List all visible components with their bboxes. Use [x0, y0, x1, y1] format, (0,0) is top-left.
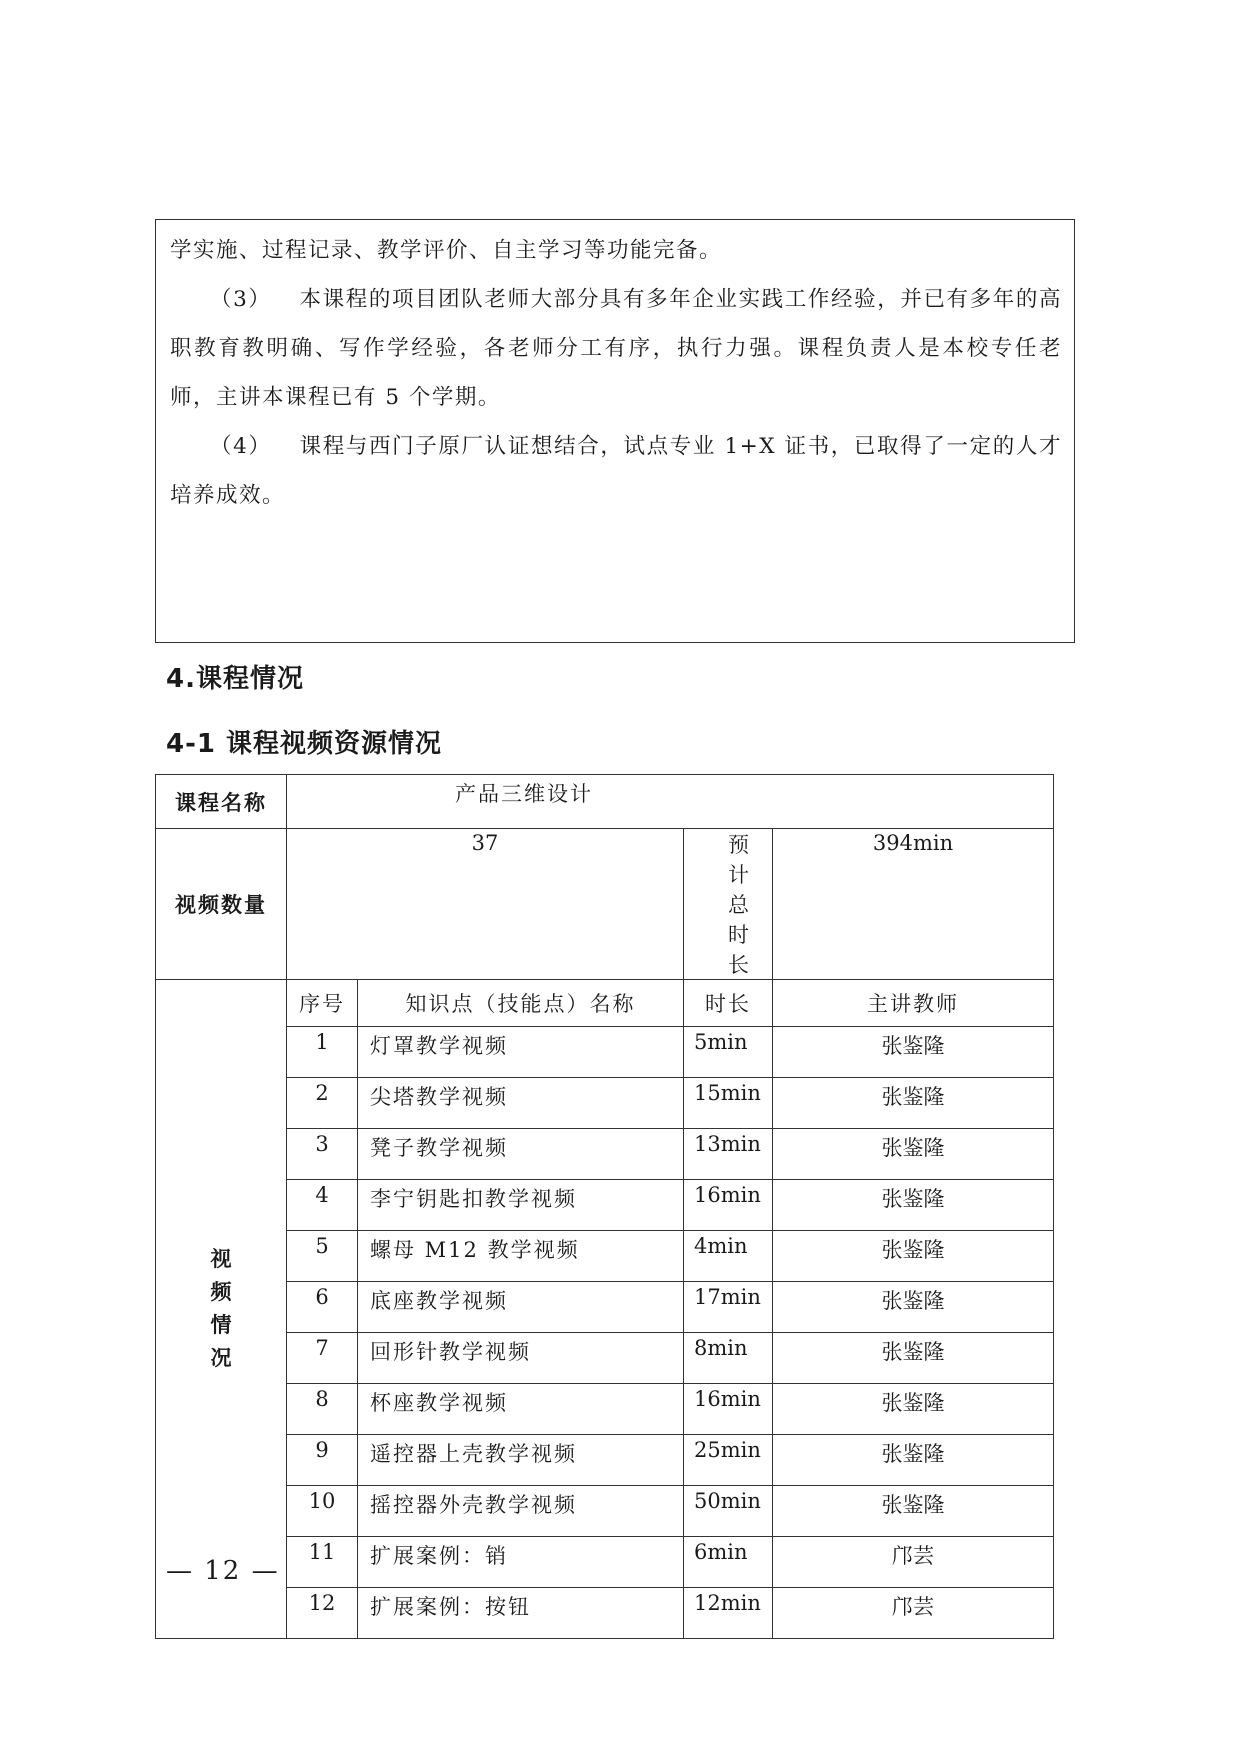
row-teacher: 邝芸 — [773, 1588, 1054, 1639]
row-topic-name: 杯座教学视频 — [358, 1384, 684, 1435]
table-row — [156, 1333, 1054, 1384]
row-teacher: 张鉴隆 — [773, 1384, 1054, 1435]
row-teacher: 张鉴隆 — [773, 1129, 1054, 1180]
row-topic-name: 凳子教学视频 — [358, 1129, 684, 1180]
item-text: 本课程的项目团队老师大部分具有多年企业实践工作经验，并已有多年的高职教育教明确、写作学经验，各老师分工有序，执行力强。课程负责人是本校专任老师，主讲本课程已有 5 个学期。 — [170, 287, 1062, 410]
row-topic-name: 尖塔教学视频 — [358, 1078, 684, 1129]
subsection-heading: 4-1 课程视频资源情况 — [166, 729, 443, 759]
table-row — [156, 1435, 1054, 1486]
row-topic-name: 李宁钥匙扣教学视频 — [358, 1180, 684, 1231]
page-number: — 12 — — [166, 1556, 280, 1586]
row-duration: 50min — [684, 1486, 773, 1537]
row-teacher: 张鉴隆 — [773, 1435, 1054, 1486]
row-teacher: 张鉴隆 — [773, 1333, 1054, 1384]
video-section-label-char: 况 — [210, 1346, 232, 1370]
table-row — [156, 1537, 1054, 1588]
video-section-label-char: 视 — [210, 1247, 232, 1271]
table-row — [156, 1282, 1054, 1333]
text-box — [155, 219, 1075, 643]
row-topic-name: 回形针教学视频 — [358, 1333, 684, 1384]
column-header-duration: 时长 — [684, 980, 773, 1027]
row-topic-name: 底座教学视频 — [358, 1282, 684, 1333]
row-duration: 16min — [684, 1384, 773, 1435]
row-duration: 17min — [684, 1282, 773, 1333]
row-teacher: 张鉴隆 — [773, 1027, 1054, 1078]
table-row — [156, 1027, 1054, 1078]
item-number: （4） — [210, 434, 272, 459]
row-number: 3 — [287, 1129, 358, 1180]
row-topic-name: 螺母 M12 教学视频 — [358, 1231, 684, 1282]
total-duration-label: 预计总时长 — [684, 829, 773, 980]
table-row — [156, 1231, 1054, 1282]
row-teacher: 张鉴隆 — [773, 1231, 1054, 1282]
total-duration-value: 394min — [773, 829, 1054, 980]
row-number: 7 — [287, 1333, 358, 1384]
row-duration: 25min — [684, 1435, 773, 1486]
column-header-teacher: 主讲教师 — [773, 980, 1054, 1027]
row-number: 11 — [287, 1537, 358, 1588]
video-count-value: 37 — [287, 829, 684, 980]
section-heading: 4.课程情况 — [166, 664, 304, 694]
table-row — [156, 1078, 1054, 1129]
course-name-label: 课程名称 — [156, 775, 287, 829]
row-teacher: 张鉴隆 — [773, 1486, 1054, 1537]
table-row — [156, 1129, 1054, 1180]
row-number: 1 — [287, 1027, 358, 1078]
item-text: 课程与西门子原厂认证想结合，试点专业 1+X 证书，已取得了一定的人才培养成效。 — [170, 434, 1062, 508]
column-header-name: 知识点（技能点）名称 — [358, 980, 684, 1027]
row-number: 5 — [287, 1231, 358, 1282]
row-duration: 5min — [684, 1027, 773, 1078]
row-topic-name: 扩展案例：销 — [358, 1537, 684, 1588]
paragraph-line: 学实施、过程记录、教学评价、自主学习等功能完备。 — [170, 238, 723, 263]
row-topic-name: 摇控器外壳教学视频 — [358, 1486, 684, 1537]
row-number: 10 — [287, 1486, 358, 1537]
row-number: 6 — [287, 1282, 358, 1333]
row-teacher: 张鉴隆 — [773, 1180, 1054, 1231]
row-number: 2 — [287, 1078, 358, 1129]
paragraph-item-4 — [170, 422, 1062, 520]
row-number: 8 — [287, 1384, 358, 1435]
row-teacher: 邝芸 — [773, 1537, 1054, 1588]
row-topic-name: 遥控器上壳教学视频 — [358, 1435, 684, 1486]
row-duration: 4min — [684, 1231, 773, 1282]
video-count-label: 视频数量 — [156, 829, 287, 980]
row-teacher: 张鉴隆 — [773, 1282, 1054, 1333]
row-teacher: 张鉴隆 — [773, 1078, 1054, 1129]
item-number: （3） — [210, 287, 272, 312]
row-number: 12 — [287, 1588, 358, 1639]
paragraph-item-3 — [170, 275, 1062, 422]
course-name-value: 产品三维设计 — [287, 775, 1054, 829]
row-duration: 15min — [684, 1078, 773, 1129]
row-topic-name: 扩展案例：按钮 — [358, 1588, 684, 1639]
row-topic-name: 灯罩教学视频 — [358, 1027, 684, 1078]
table-row — [156, 1384, 1054, 1435]
column-header-no: 序号 — [287, 980, 358, 1027]
row-duration: 12min — [684, 1588, 773, 1639]
table-row — [156, 1486, 1054, 1537]
video-section-label-char: 情 — [210, 1313, 232, 1337]
row-duration: 13min — [684, 1129, 773, 1180]
row-duration: 16min — [684, 1180, 773, 1231]
row-duration: 6min — [684, 1537, 773, 1588]
video-section-label-char: 频 — [210, 1280, 232, 1304]
row-duration: 8min — [684, 1333, 773, 1384]
row-number: 4 — [287, 1180, 358, 1231]
table-row — [156, 1180, 1054, 1231]
table-row — [156, 1588, 1054, 1639]
row-number: 9 — [287, 1435, 358, 1486]
video-resource-table — [155, 774, 1054, 1639]
video-section-label — [156, 980, 287, 1639]
